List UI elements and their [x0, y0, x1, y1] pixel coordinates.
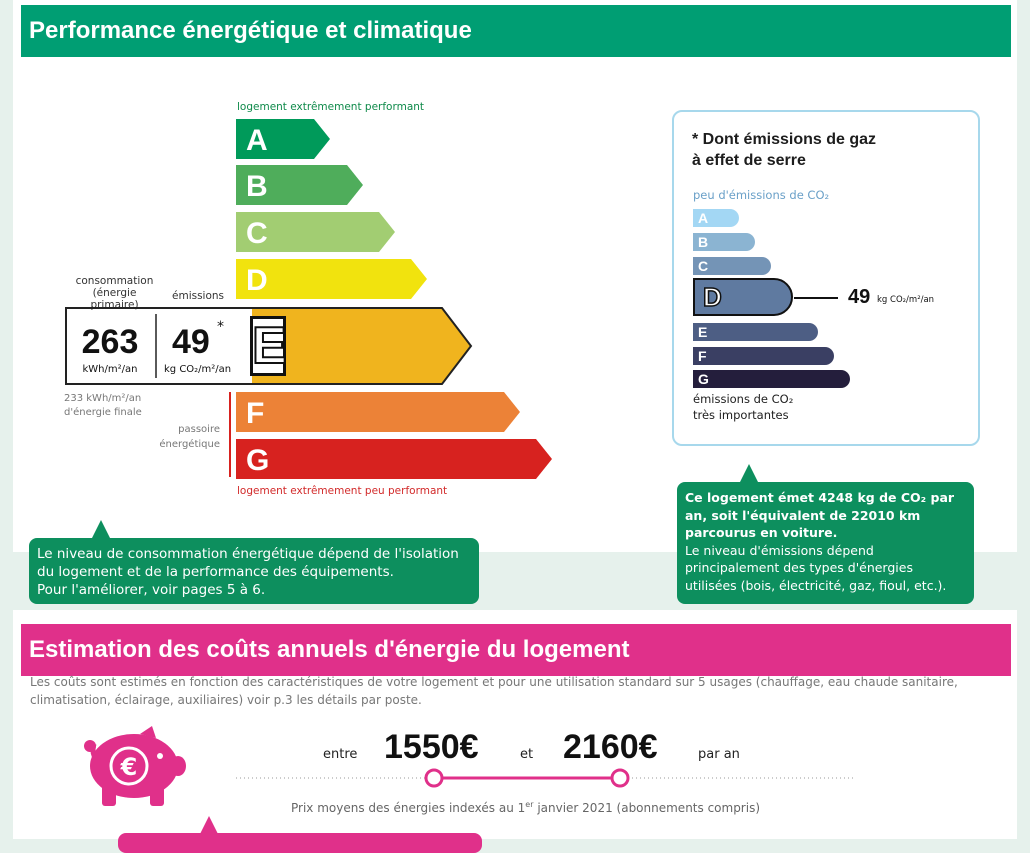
ges-class-letter-g: G [698, 371, 709, 387]
ges-callout-line1: Ce logement émet 4248 kg de CO₂ par an, soit l'équivalent de 22010 km parcourus en voiture. [685, 490, 955, 540]
cost-max: 2160€ [563, 728, 658, 766]
cost-range-min-marker [426, 770, 442, 786]
ges-class-bar-d [693, 278, 793, 316]
passoire-line2: énergétique [159, 439, 220, 450]
consumption-value: 263 [81, 323, 139, 361]
final-energy-line1: 233 kWh/m²/an [64, 393, 142, 404]
energy-class-letter-d: D [246, 264, 268, 297]
consumption-label-line2: (énergie primaire) [90, 287, 139, 311]
ges-top-label: peu d'émissions de CO₂ [693, 188, 830, 202]
ges-title [692, 129, 876, 171]
energy-class-bar-f [236, 392, 520, 432]
prices-note-part2: janvier 2021 (abonnements compris) [533, 801, 761, 815]
energy-class-bar-d [236, 259, 427, 299]
ges-class-bar-f [693, 347, 834, 365]
ges-value-leader [794, 297, 838, 299]
scale-top-label: logement extrêmement performant [237, 101, 425, 113]
consumption-callout: Le niveau de consommation énergétique dépend de l'isolation du logement et de la performance des équipements. Pour l'améliorer, voir pages 5 à 6. [29, 538, 479, 604]
costs-callout [118, 833, 482, 853]
emissions-asterisk: * [217, 319, 224, 335]
ges-class-letter-d: D [703, 282, 722, 312]
ges-title-line1: * Dont émissions de gaz [692, 131, 877, 148]
final-energy-line2: d'énergie finale [64, 407, 142, 418]
passoire-marker [229, 392, 231, 477]
passoire-note [150, 422, 220, 452]
final-energy-note [64, 392, 142, 420]
energy-class-bar-a [236, 119, 330, 159]
energy-class-bar-c [236, 212, 395, 252]
energy-class-letter-c: C [246, 217, 268, 250]
consumption-unit: kWh/m²/an [82, 364, 138, 375]
ges-unit: kg CO₂/m²/an [877, 295, 935, 305]
ges-class-letter-c: C [698, 258, 709, 274]
section-title-costs: Estimation des coûts annuels d'énergie du logement [21, 624, 1011, 676]
passoire-line1: passoire [178, 424, 220, 435]
prices-note [291, 800, 760, 815]
ges-class-bar-a [693, 209, 739, 227]
energy-class-letter-f: F [246, 397, 265, 430]
energy-class-bar-b [236, 165, 363, 205]
ges-value: 49 [848, 286, 871, 308]
ges-callout [677, 482, 974, 604]
emissions-unit: kg CO₂/m²/an [164, 364, 232, 375]
piggy-bank-euro-icon [72, 726, 190, 810]
cost-min: 1550€ [384, 728, 479, 766]
consumption-callout-pointer [90, 518, 112, 540]
emissions-value: 49 [172, 323, 210, 361]
cost-per-year-label: par an [698, 747, 740, 762]
ges-class-letter-e: E [698, 324, 708, 340]
section-title-performance: Performance énergétique et climatique [21, 5, 1011, 57]
current-rating-box [64, 306, 474, 386]
prices-note-sup: er [525, 800, 534, 809]
consumption-label-line1: consommation [75, 275, 154, 287]
cost-range-bar [234, 766, 858, 790]
svg-text:€: € [120, 753, 138, 781]
scale-bottom-label: logement extrêmement peu performant [237, 485, 448, 497]
ges-box [672, 110, 980, 446]
ges-class-letter-a: A [698, 210, 709, 226]
ges-class-letter-f: F [698, 348, 707, 364]
ges-callout-pointer [738, 462, 760, 484]
ges-bottom-label [693, 391, 793, 423]
energy-class-letter-a: A [246, 124, 268, 157]
energy-class-letter-g: G [246, 444, 270, 477]
ges-bottom-label-line2: très importantes [693, 408, 789, 422]
cost-and-label: et [520, 747, 534, 762]
current-class-letter: E [252, 317, 287, 375]
ges-callout-line2: Le niveau d'émissions dépend principalement des types d'énergies utilisées (bois, électricité, gaz, fioul, etc.). [685, 542, 947, 593]
energy-class-letter-b: B [246, 170, 268, 203]
ges-class-bar-g [693, 370, 850, 388]
ges-class-bar-b [693, 233, 755, 251]
ges-bottom-label-line1: émissions de CO₂ [693, 392, 794, 406]
costs-intro: Les coûts sont estimés en fonction des caractéristiques de votre logement et pour une utilisation standard sur 5 usages (chauffage, eau chaude sanitaire, climatisation, éclairage, auxiliaires) voir p.3 les détails par poste. [30, 675, 958, 707]
energy-class-bar-g [236, 439, 552, 479]
ges-class-bar-c [693, 257, 771, 275]
emissions-label: émissions [172, 290, 225, 302]
ges-class-bar-e [693, 323, 818, 341]
prices-note-part1: Prix moyens des énergies indexés au 1 [291, 801, 526, 815]
cost-between-label: entre [323, 747, 358, 762]
ges-title-line2: à effet de serre [692, 152, 806, 169]
current-class-arrow [250, 306, 440, 386]
ges-class-letter-b: B [698, 234, 709, 250]
cost-range-max-marker [612, 770, 628, 786]
